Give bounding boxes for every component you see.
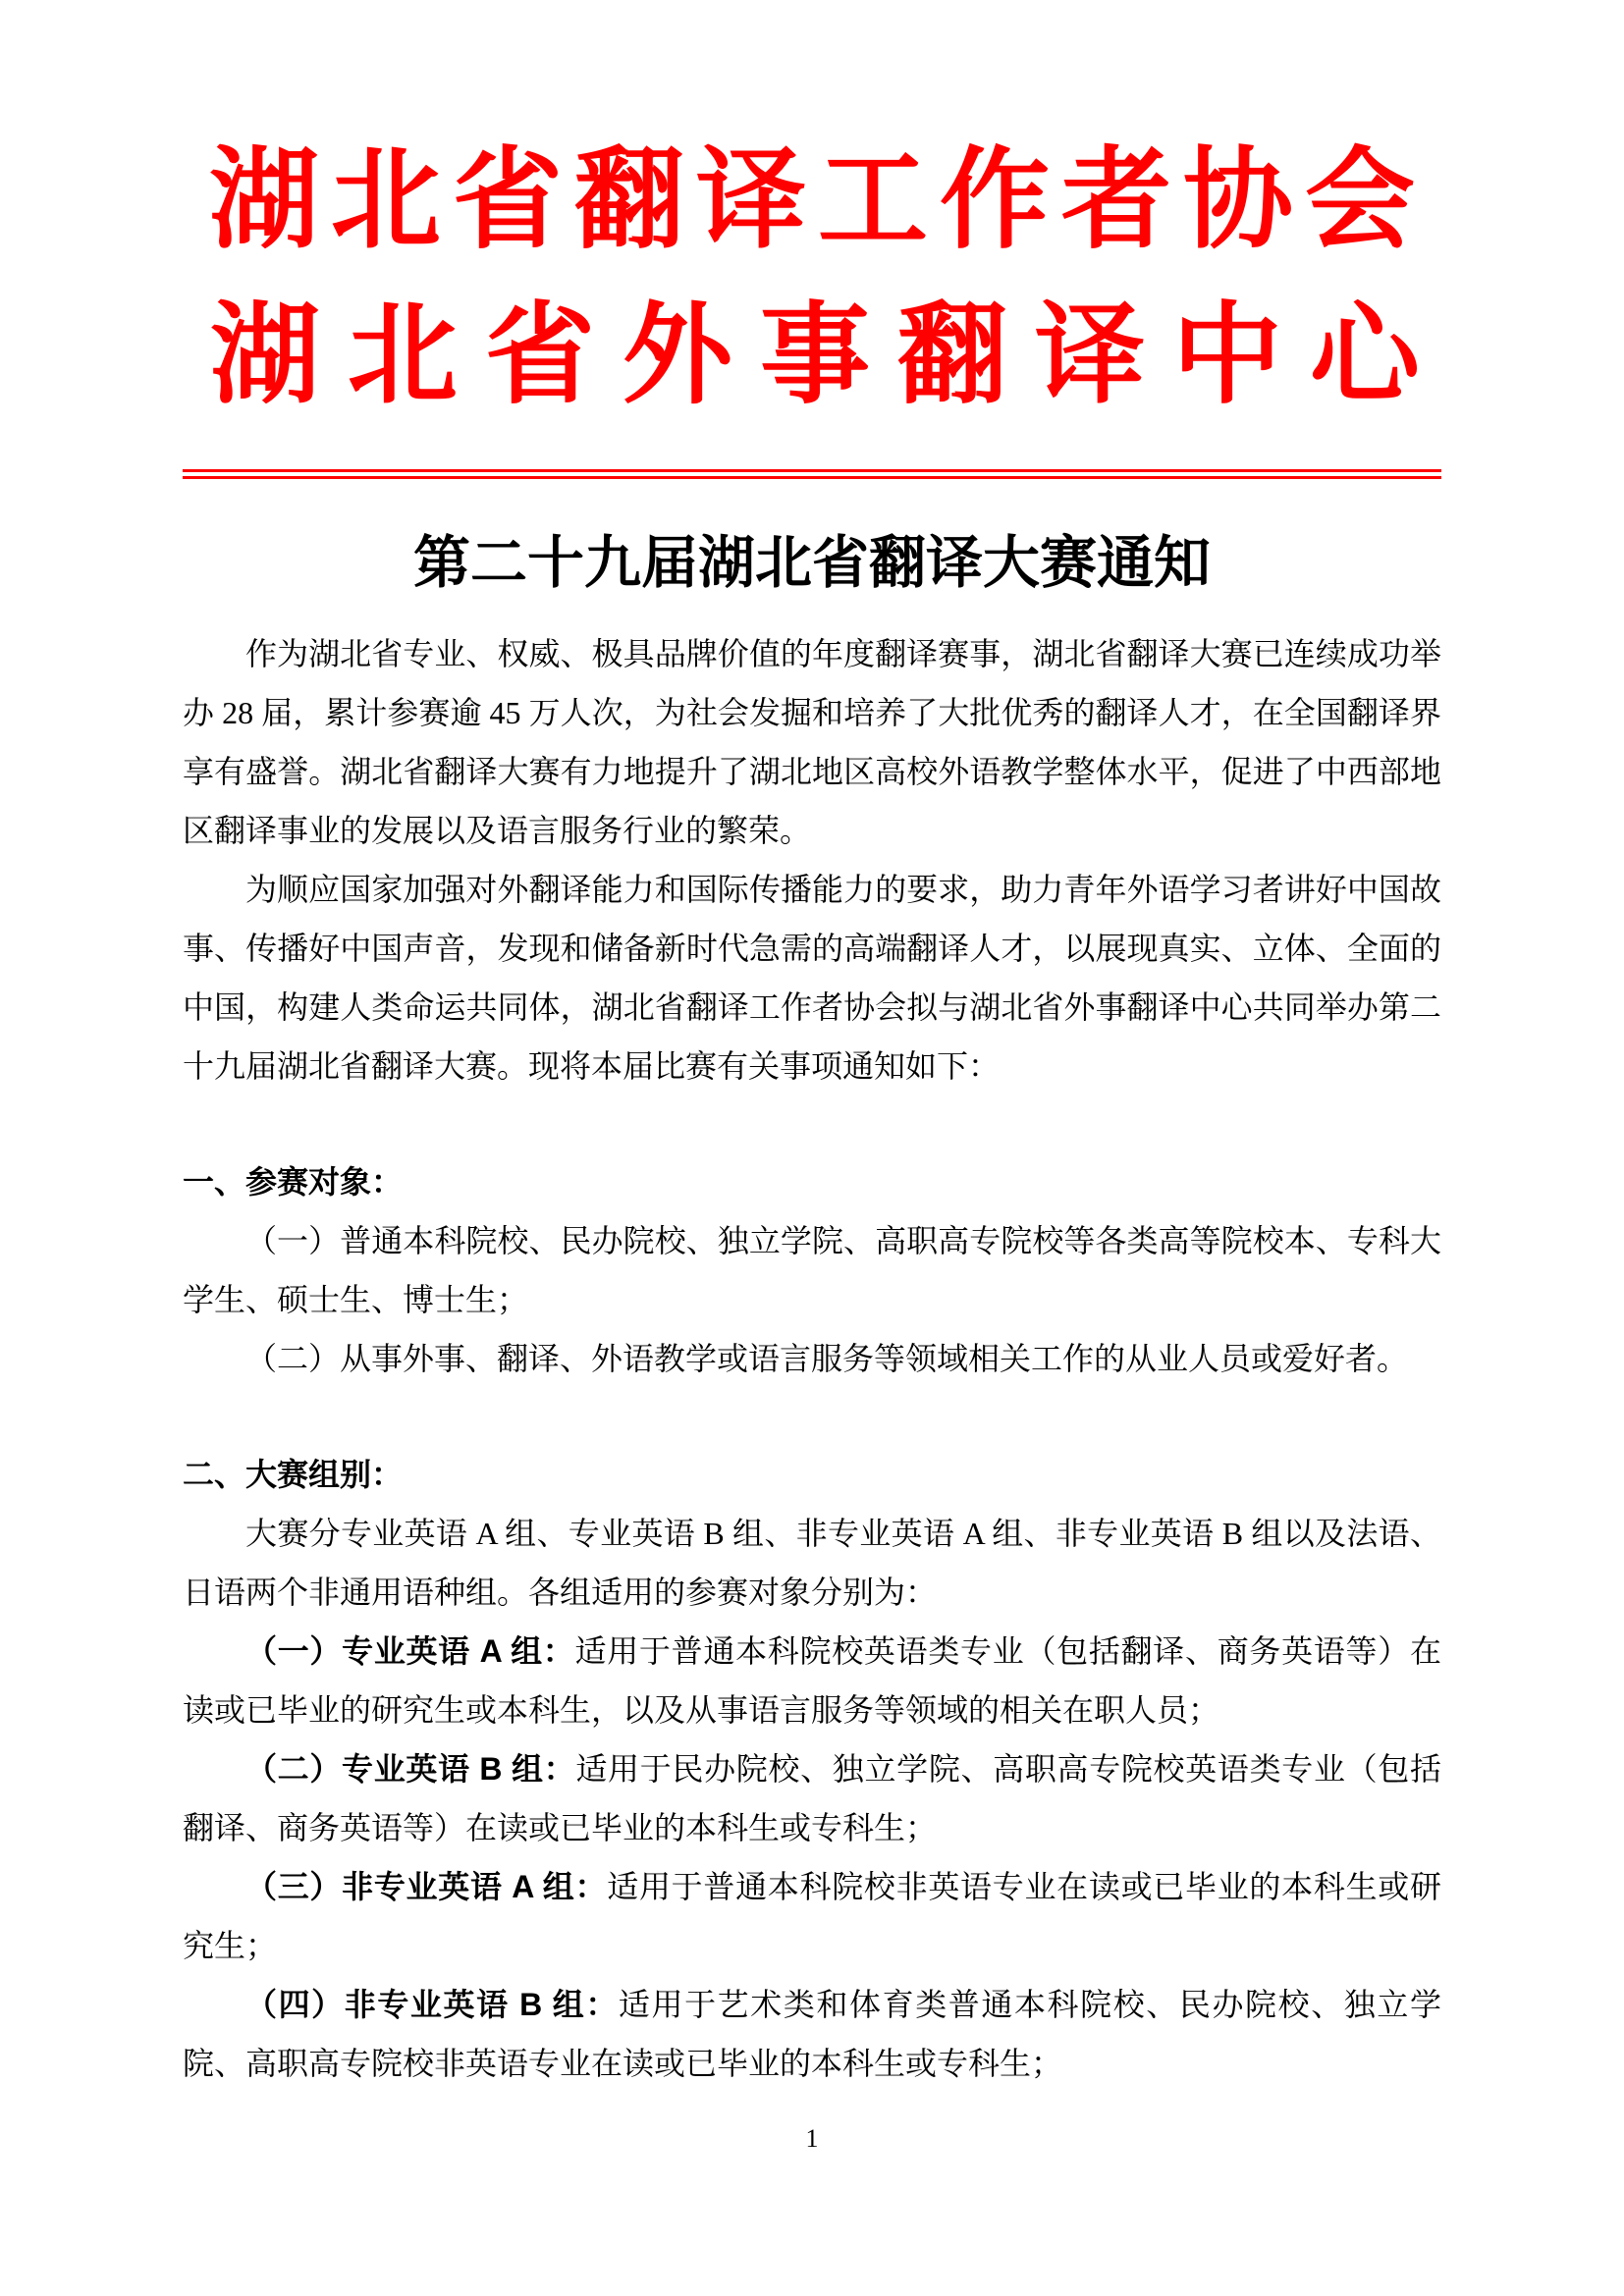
group-item-1-text: 适用于普通本科院校英语类专业（包括翻译、商务英语等）在读或已毕业的研究生或本科生，以及从事语言服务等领域的相关在职人员； [183,1633,1441,1728]
page-title: 第二十九届湖北省翻译大赛通知 [412,531,1211,595]
intro-paragraph-2: 为顺应国家加强对外翻译能力和国际传播能力的要求，助力青年外语学习者讲好中国故事、传播好中国声音，发现和储备新时代急需的高端翻译人才，以展现真实、立体、全面的中国，构建人类命运共同体，湖北省翻译工作者协会拟与湖北省外事翻译中心共同举办第二十九届湖北省翻译大赛。现将本届比赛有关事项通知如下： [183,872,1441,1084]
group-item-1 [183,1622,1441,1739]
group-item-2-text: 适用于民办院校、独立学院、高职高专院校英语类专业（包括翻译、商务英语等）在读或已毕业的本科生或专科生； [183,1751,1441,1845]
letterhead-org-line-2: 湖北省外事翻译中心 [210,295,1447,417]
letterhead [183,0,1447,479]
section-participants-heading: 一、参赛对象： [183,1164,404,1200]
intro-paragraph-1: 作为湖北省专业、权威、极具品牌价值的年度翻译赛事，湖北省翻译大赛已连续成功举办 28 届，累计参赛逾 45 万人次，为社会发掘和培养了大批优秀的翻译人才，在全国翻译界享有盛誉。湖北省翻译大赛有力地提升了湖北地区高校外语教学整体水平，促进了中西部地区翻译事业的发展以及语言服务行业的繁荣。 [183,636,1441,848]
page-footer [0,2122,1624,2156]
section-groups-intro: 大赛分专业英语 A 组、专业英语 B 组、非专业英语 A 组、非专业英语 B 组以及法语、日语两个非通用语种组。各组适用的参赛对象分别为： [183,1516,1441,1610]
group-item-4 [183,1975,1441,2093]
group-item-3-label: （三）非专业英语 A 组： [245,1869,608,1904]
section-groups-heading: 二、大赛组别： [183,1457,404,1492]
group-item-3 [183,1857,1441,1975]
page-number: 1 [805,2124,819,2153]
section-participants-item-2: （二）从事外事、翻译、外语教学或语言服务等领域相关工作的从业人员或爱好者。 [245,1341,1409,1376]
group-item-4-label: （四）非专业英语 B 组： [245,1987,619,2022]
section-participants-item-1: （一）普通本科院校、民办院校、独立学院、高职高专院校等各类高等院校本、专科大学生、硕士生、博士生； [183,1223,1441,1317]
letterhead-divider [183,469,1441,479]
group-item-3-text: 适用于普通本科院校非英语专业在读或已毕业的本科生或研究生； [183,1869,1441,1963]
letterhead-org-line-1: 湖北省翻译工作者协会 [209,140,1427,262]
group-item-2 [183,1739,1441,1857]
group-item-2-label: （二）专业英语 B 组： [245,1751,576,1787]
group-item-4-text: 适用于艺术类和体育类普通本科院校、民办院校、独立学院、高职高专院校非英语专业在读或已毕业的本科生或专科生； [183,1987,1441,2081]
group-item-1-label: （一）专业英语 A 组： [245,1633,575,1669]
